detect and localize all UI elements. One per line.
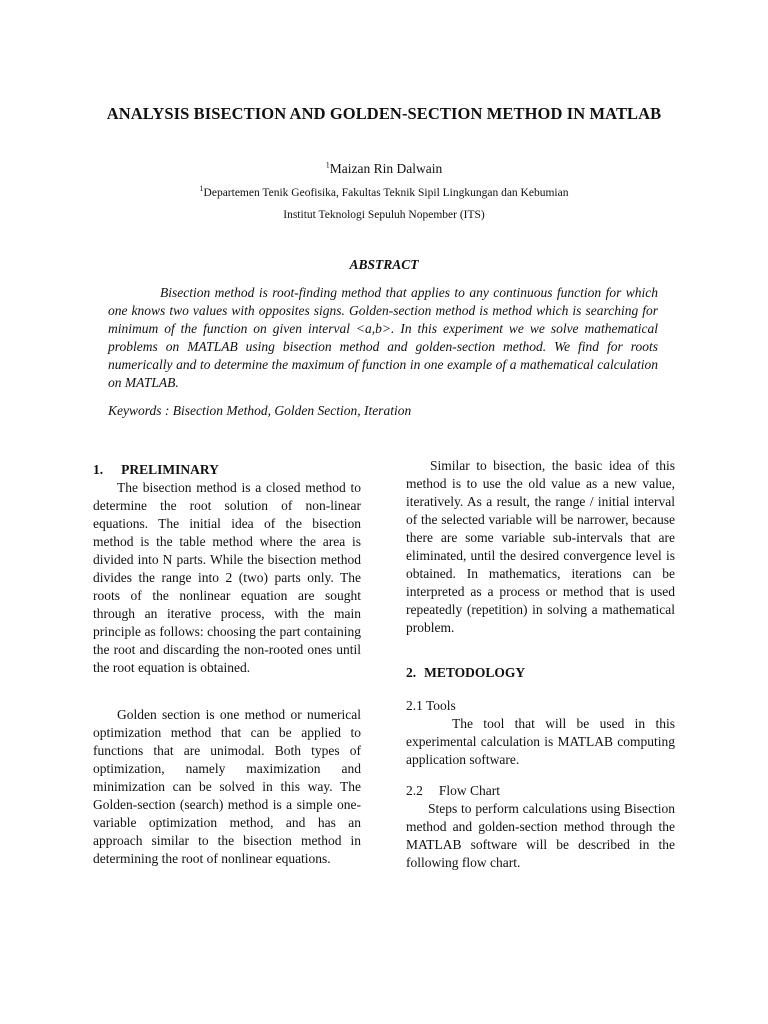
section-2-heading	[406, 664, 525, 682]
section-1-paragraph-2: Golden section is one method or numerical optimization method that can be applied to functions that are unimodal. Both types of optimization, namely maximization and minimization can be solved in this way. The Golden-section (search) method is a simple one-variable optimization method, and has an approach similar to the bisection method in determining the root of nonlinear equations.	[93, 707, 361, 866]
subsection-2-1-heading: 2.1 Tools	[406, 698, 456, 713]
section-1-heading	[93, 461, 219, 479]
subsection-2-2-heading	[406, 782, 500, 800]
author-name: Maizan Rin Dalwain	[329, 161, 443, 176]
subsection-2-2-number: 2.2	[406, 783, 423, 798]
section-1-paragraph-1: The bisection method is a closed method to determine the root solution of non-linear equations. The initial idea of the bisection method is the table method where the area is divided into N parts. While the bisection method divides the range into 2 (two) parts only. The roots of the nonlinear equation are sought through an iterative process, with the main principle as follows: choosing the part containing the root and discarding the non-rooted ones until the root equation is obtained.	[93, 480, 361, 675]
section-2-number: 2.	[406, 665, 417, 680]
paper-title: ANALYSIS BISECTION AND GOLDEN-SECTION METHOD IN MATLAB	[106, 104, 662, 123]
section-2-title: METODOLOGY	[424, 665, 526, 680]
section-1-number: 1.	[93, 462, 104, 477]
subsection-2-1-body: The tool that will be used in this experimental calculation is MATLAB computing application software.	[406, 716, 675, 767]
section-1-title: PRELIMINARY	[121, 462, 219, 477]
affiliation-line-1	[0, 185, 768, 201]
affiliation-line-2: Institut Teknologi Sepuluh Nopember (ITS)	[283, 209, 485, 221]
subsection-2-2-body: Steps to perform calculations using Bisection method and golden-section method through the MATLAB software will be described in the following flow chart.	[406, 801, 675, 870]
author-line	[0, 160, 768, 178]
affiliation-text-1: Departemen Tenik Geofisika, Fakultas Teknik Sipil Lingkungan dan Kebumian	[203, 187, 569, 199]
abstract-heading: ABSTRACT	[349, 257, 419, 272]
affiliation-superscript: 1	[199, 184, 204, 194]
keywords: Keywords : Bisection Method, Golden Section, Iteration	[108, 403, 412, 418]
author-superscript: 1	[325, 160, 330, 170]
abstract-body: Bisection method is root-finding method that applies to any continuous function for which one knows two values with opposites signs. Golden-section method is method which is searching for minimum of the function on given interval <a,b>. In this experiment we we solve mathematical problems on MATLAB using bisection method and golden-section method. We find for roots numerically and to determine the maximum of function in one example of a mathematical calculation on MATLAB.	[108, 285, 658, 390]
subsection-2-2-title: Flow Chart	[438, 783, 501, 798]
section-1-paragraph-3: Similar to bisection, the basic idea of this method is to use the old value as a new value, iteratively. As a result, the range / initial interval of the selected variable will be narrower, because there are some variable sub-intervals that are eliminated, until the desired convergence level is obtained. In mathematics, iterations can be interpreted as a process or method that is used repeatedly (repetition) in solving a mathematical problem.	[406, 458, 675, 635]
